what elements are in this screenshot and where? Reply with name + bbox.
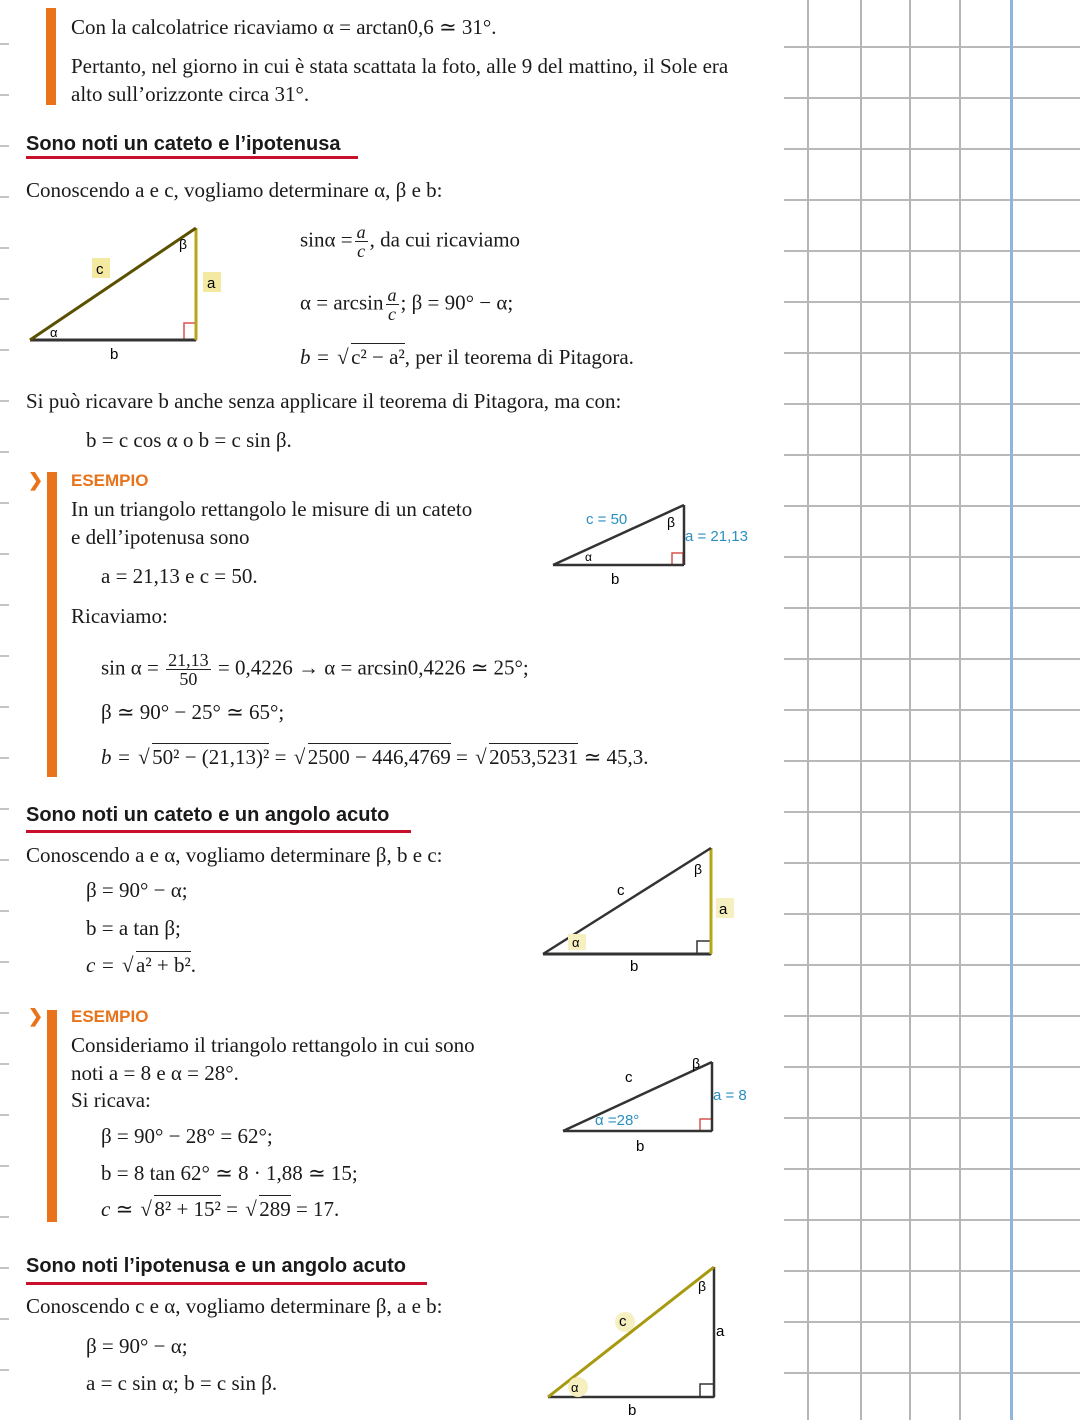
section-heading: Sono noti un cateto e un angolo acuto bbox=[26, 804, 390, 826]
formula: α = arcsin $\frac{a}{c}$ ; β = 90° − α; bbox=[300, 285, 514, 324]
triangle-diagram bbox=[20, 220, 240, 370]
formula: b = 8 tan 62° ≃ 8 · 1,88 ≃ 15; bbox=[101, 1161, 358, 1185]
chevron-right-icon: ❯ bbox=[28, 1006, 44, 1026]
label-c: c bbox=[617, 882, 625, 899]
margin-ticks bbox=[0, 0, 9, 1420]
example-text: Ricaviamo: bbox=[71, 604, 168, 628]
formula: β = 90° − 28° = 62°; bbox=[101, 1124, 273, 1148]
formula: a = 21,13 e c = 50. bbox=[101, 564, 258, 588]
triangle-diagram bbox=[555, 1045, 770, 1160]
grid-line bbox=[909, 0, 911, 1420]
accent-bar bbox=[47, 472, 57, 777]
label-c: c bbox=[96, 261, 104, 278]
section-intro: Conoscendo a e c, vogliamo determinare α, β e b: bbox=[26, 178, 443, 202]
label-beta: β bbox=[692, 1055, 701, 1071]
formula: b = √ 50² − (21,13)² = √ 2500 − 446,4769 = √ 2053,5231 ≃ 45,3. bbox=[101, 744, 648, 770]
formula: a = c sin α; b = c sin β. bbox=[86, 1371, 278, 1395]
example-text: Consideriamo il triangolo rettangolo in cui sono bbox=[71, 1033, 475, 1057]
triangle-diagram bbox=[535, 840, 745, 980]
label-alpha: α =28° bbox=[595, 1112, 640, 1129]
label-b: b bbox=[636, 1138, 645, 1155]
label-alpha: α bbox=[571, 1380, 579, 1395]
section-heading: Sono noti l’ipotenusa e un angolo acuto bbox=[26, 1255, 406, 1277]
example-text: Si ricava: bbox=[71, 1088, 151, 1112]
formula: β = 90° − α; bbox=[86, 878, 188, 902]
label-c: c bbox=[625, 1069, 633, 1086]
label-alpha: α bbox=[585, 550, 592, 564]
formula: c ≃ √ 8² + 15² = √ 289 = 17. bbox=[101, 1196, 339, 1222]
section-intro: Conoscendo a e α, vogliamo determinare β, b e c: bbox=[26, 843, 443, 867]
label-c: c = 50 bbox=[586, 511, 628, 528]
label-c: c bbox=[619, 1313, 627, 1330]
formula: β = 90° − α; bbox=[86, 1334, 188, 1358]
intro-line: alto sull’orizzonte circa 31°. bbox=[71, 82, 310, 106]
formula: sin α = $\frac{21,13}{50}$ = 0,4226 → α = arcsin0,4226 ≃ 25°; bbox=[101, 650, 529, 689]
note-text: Si può ricavare b anche senza applicare il teorema di Pitagora, ma con: bbox=[26, 389, 622, 413]
heading-underline bbox=[26, 156, 358, 159]
section-intro: Conoscendo c e α, vogliamo determinare β, a e b: bbox=[26, 1294, 443, 1318]
label-b: b bbox=[110, 346, 119, 363]
section-heading: Sono noti un cateto e l’ipotenusa bbox=[26, 133, 341, 155]
accent-bar bbox=[47, 1010, 57, 1222]
side-c bbox=[30, 228, 196, 340]
label-beta: β bbox=[667, 514, 676, 530]
formula: sinα = $\frac{a}{c}$ , da cui ricaviamo bbox=[300, 222, 521, 261]
accent-bar bbox=[46, 8, 56, 105]
label-b: b bbox=[628, 1402, 637, 1419]
label-beta: β bbox=[698, 1278, 707, 1294]
label-beta: β bbox=[179, 236, 188, 252]
label-a: a bbox=[207, 275, 216, 292]
label-beta: β bbox=[694, 861, 703, 877]
grid-line bbox=[807, 0, 809, 1420]
chevron-right-icon: ❯ bbox=[28, 470, 44, 490]
example-label: ESEMPIO bbox=[71, 471, 149, 490]
example-text: e dell’ipotenusa sono bbox=[71, 525, 250, 549]
label-a: a bbox=[716, 1323, 725, 1340]
example-label: ESEMPIO bbox=[71, 1007, 149, 1026]
formula: b = a tan β; bbox=[86, 916, 181, 940]
intro-line: Con la calcolatrice ricaviamo α = arctan0,6 ≃ 31°. bbox=[71, 15, 497, 39]
example-text: In un triangolo rettangolo le misure di un cateto bbox=[71, 497, 473, 521]
heading-underline bbox=[26, 830, 411, 833]
label-b: b bbox=[611, 571, 620, 588]
label-a: a = 21,13 bbox=[685, 528, 748, 545]
triangle-diagram bbox=[545, 500, 770, 595]
heading-underline bbox=[26, 1282, 427, 1285]
intro-line: Pertanto, nel giorno in cui è stata scattata la foto, alle 9 del mattino, il Sole era bbox=[71, 54, 729, 78]
grid-line bbox=[959, 0, 961, 1420]
label-alpha: α bbox=[572, 935, 580, 950]
right-angle-marker bbox=[184, 323, 196, 340]
formula: β ≃ 90° − 25° ≃ 65°; bbox=[101, 700, 285, 724]
formula: b = c cos α o b = c sin β. bbox=[86, 428, 292, 452]
notebook-grid bbox=[784, 0, 1080, 1420]
formula: b = √ c² − a², per il teorema di Pitagora. bbox=[300, 344, 634, 370]
label-a: a = 8 bbox=[713, 1087, 747, 1104]
example-text: noti a = 8 e α = 28°. bbox=[71, 1061, 239, 1085]
grid-line bbox=[860, 0, 862, 1420]
formula: c = √ a² + b². bbox=[86, 952, 196, 978]
margin-line bbox=[1010, 0, 1013, 1420]
label-b: b bbox=[630, 958, 639, 975]
label-alpha: α bbox=[50, 325, 58, 340]
triangle-diagram bbox=[540, 1262, 750, 1420]
label-a: a bbox=[719, 901, 728, 918]
